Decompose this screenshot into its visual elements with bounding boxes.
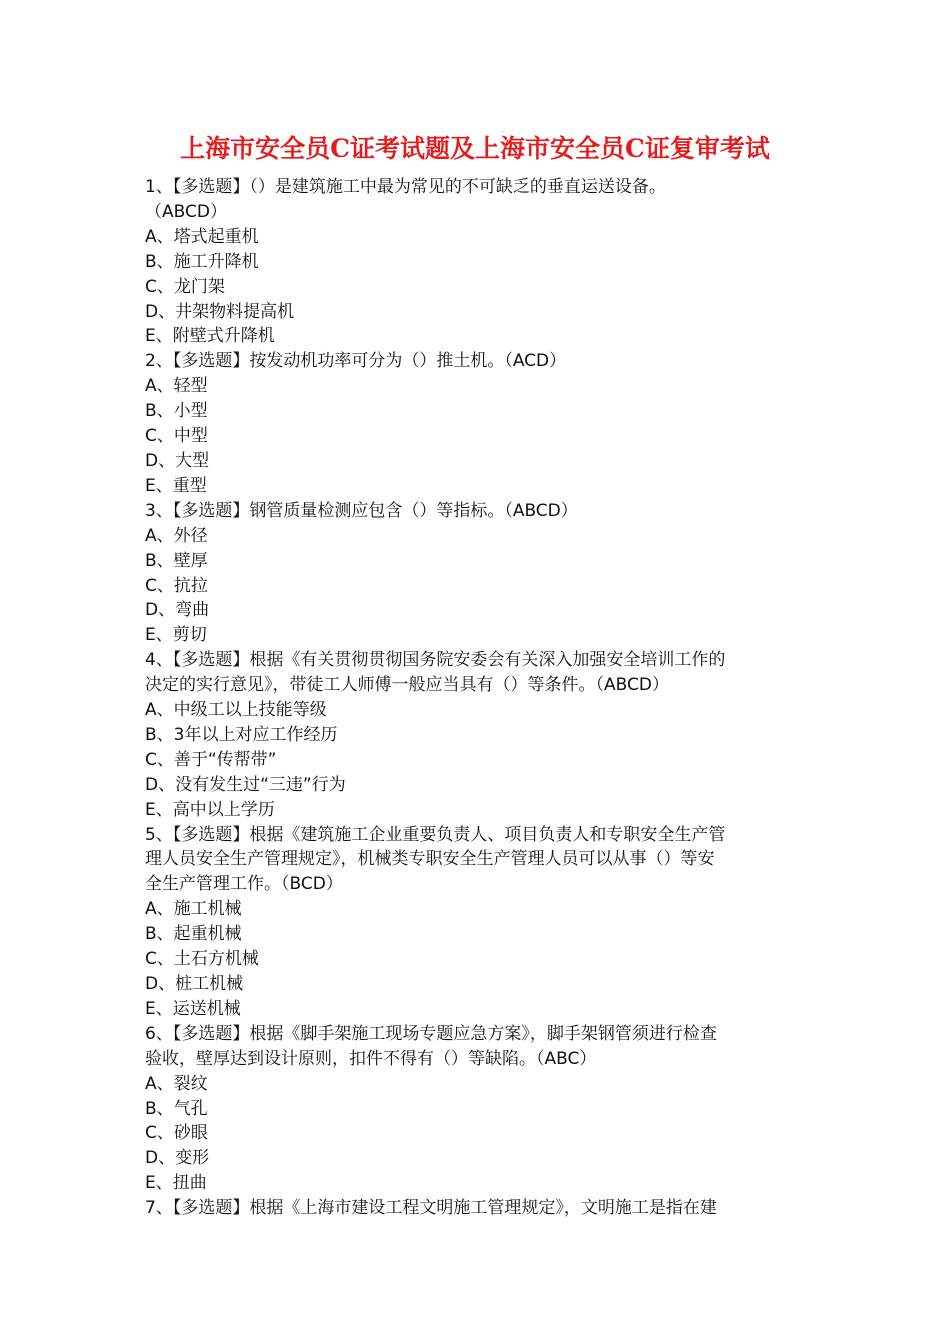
- question-text-line: 理人员安全生产管理规定》，机械类专职安全生产管理人员可以从事（）等安: [145, 849, 715, 870]
- answer-option: C、中型: [145, 426, 208, 447]
- answer-option: A、外径: [145, 525, 208, 546]
- question-item: [145, 1196, 807, 1221]
- question-text-line: 验收，壁厚达到设计原则，扣件不得有（）等缺陷。（ABC）: [145, 1048, 597, 1069]
- answer-option: C、善于“传帮带”: [145, 749, 277, 770]
- question-text-line: 5、【多选题】根据《建筑施工企业重要负责人、项目负责人和专职安全生产管: [145, 824, 726, 845]
- document-title: 上海市安全员C证考试题及上海市安全员C证复审考试: [180, 134, 770, 163]
- answer-option: E、扭曲: [145, 1173, 207, 1194]
- question-item: [145, 648, 807, 822]
- answer-option: E、重型: [145, 475, 207, 496]
- answer-option: C、抗拉: [145, 575, 208, 596]
- question-text-line: 2、【多选题】按发动机功率可分为（）推土机。（ACD）: [145, 351, 567, 372]
- answer-option: D、井架物料提高机: [145, 301, 295, 322]
- question-list: [145, 175, 807, 1221]
- answer-option: E、高中以上学历: [145, 799, 275, 820]
- answer-option: C、土石方机械: [145, 949, 259, 970]
- answer-option: E、附壁式升降机: [145, 326, 275, 347]
- question-text-line: 3、【多选题】钢管质量检测应包含（）等指标。（ABCD）: [145, 500, 578, 521]
- question-text-line: （ABCD）: [145, 201, 227, 222]
- answer-option: D、没有发生过“三违”行为: [145, 774, 346, 795]
- answer-option: D、桩工机械: [145, 974, 244, 994]
- answer-option: D、大型: [145, 450, 210, 471]
- answer-option: B、施工升降机: [145, 251, 259, 272]
- question-text-line: 1、【多选题】（）是建筑施工中最为常见的不可缺乏的垂直运送设备。: [145, 177, 666, 197]
- answer-option: D、弯曲: [145, 600, 210, 621]
- answer-option: C、龙门架: [145, 276, 225, 297]
- question-text-line: 全生产管理工作。（BCD）: [145, 874, 343, 895]
- answer-option: E、运送机械: [145, 998, 241, 1019]
- question-text-line: 4、【多选题】根据《有关贯彻贯彻国务院安委会有关深入加强安全培训工作的: [145, 650, 726, 671]
- answer-option: A、中级工以上技能等级: [145, 700, 327, 721]
- answer-option: A、塔式起重机: [145, 226, 259, 247]
- answer-option: A、轻型: [145, 376, 208, 397]
- answer-option: D、变形: [145, 1148, 210, 1169]
- question-text-line: 6、【多选题】根据《脚手架施工现场专题应急方案》，脚手架钢管须进行检查: [145, 1023, 717, 1044]
- question-item: [145, 349, 807, 498]
- answer-option: B、小型: [145, 401, 208, 422]
- question-item: [145, 823, 807, 1022]
- answer-option: B、3年以上对应工作经历: [145, 724, 338, 745]
- answer-option: A、裂纹: [145, 1073, 208, 1094]
- answer-option: B、起重机械: [145, 924, 242, 945]
- answer-option: A、施工机械: [145, 899, 242, 920]
- question-item: [145, 499, 807, 648]
- question-item: [145, 1022, 807, 1196]
- question-text-line: 决定的实行意见》，带徒工人师傅一般应当具有（）等条件。（ABCD）: [145, 675, 669, 696]
- answer-option: B、气孔: [145, 1098, 208, 1119]
- answer-option: B、壁厚: [145, 550, 208, 571]
- question-text-line: 7、【多选题】根据《上海市建设工程文明施工管理规定》，文明施工是指在建: [145, 1198, 717, 1219]
- answer-option: C、砂眼: [145, 1123, 208, 1144]
- answer-option: E、剪切: [145, 625, 207, 646]
- question-item: [145, 175, 807, 349]
